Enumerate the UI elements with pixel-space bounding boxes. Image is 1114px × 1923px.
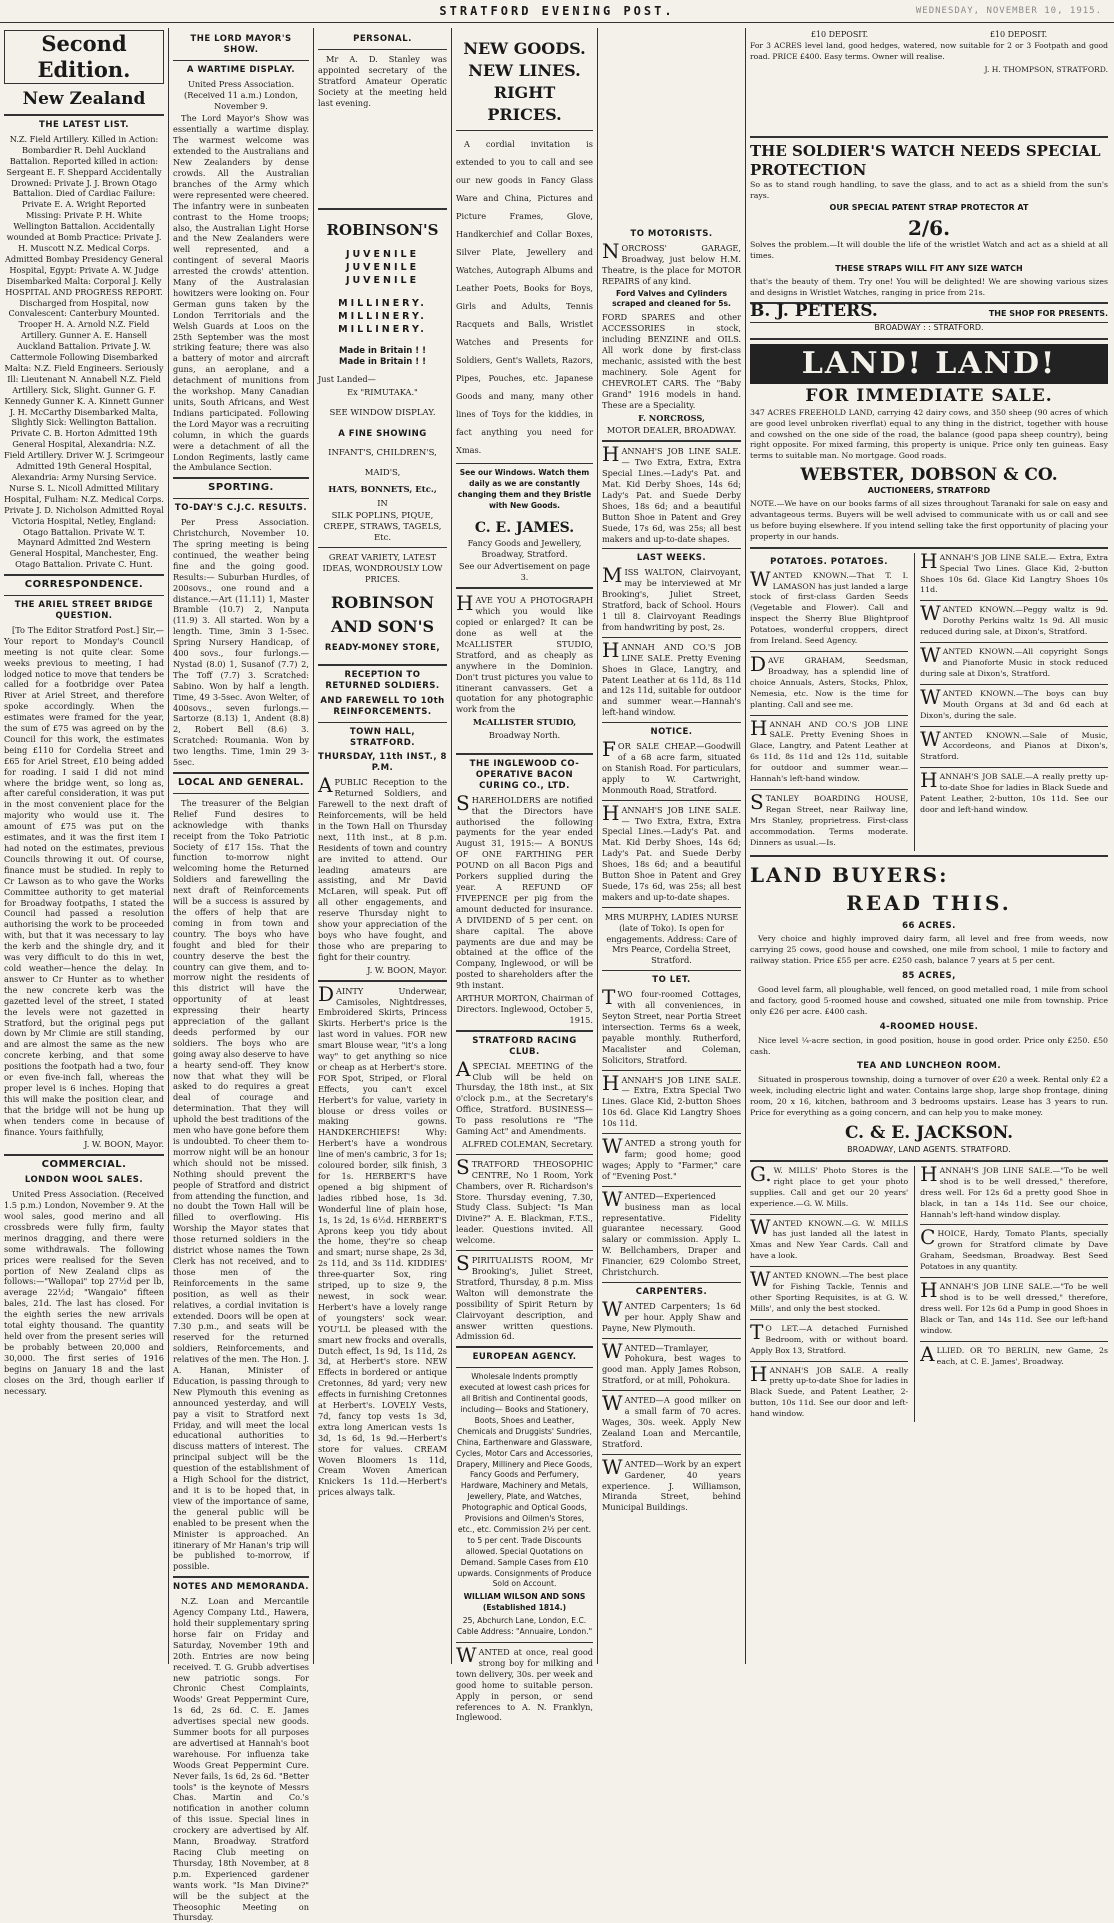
wilson-address: 25, Abchurch Lane, London, E.C. Cable Address: "Annuaire, London." <box>456 1616 593 1637</box>
tea-room-text: Situated in prosperous township, doing a turnover of over £20 a week. Rental only £2 a week, including electric light and water. Contains large shop, large shop frontage, dining room, 20 x 16, kitchen, bathroom and 3 bedrooms upstairs. Lease has 3 years to run. Price for everything as a going concern, and can help you to make money. <box>750 1075 1108 1118</box>
to-let-heading: TO LET. <box>652 975 691 986</box>
see-windows: See our Windows. Watch them daily as we are constantly changing them and they Bristle with New Goods. <box>457 468 592 510</box>
tea-room-heading: TEA AND LUNCHEON ROOM. <box>856 1061 1002 1072</box>
divider <box>456 1154 593 1155</box>
allied-game: ALLIED. OR TO BERLIN, new Game, 2s each, at C. E. James', Broadway. <box>920 1341 1108 1366</box>
spiritualists-text: SPIRITUALISTS ROOM, Mr Brooking's, Juliet Street, Stratford, Thursday, 8 p.m. Miss Walton will demonstrate the possibility of Spirit Return by Clairvoyant description, and answer written questions. Admission 6d. <box>456 1251 593 1342</box>
divider <box>456 1346 593 1348</box>
divider <box>318 664 447 666</box>
wanted-youth: WANTED a strong youth for farm; good home; good wages; Apply to "Farmer," care of "Evening Post." <box>602 1134 741 1181</box>
divider <box>456 1030 593 1032</box>
new-goods-text: A cordial invitation is extended to you to call and see our new goods in Fancy Glass Ware and China, Pictures and Picture Frames, Glove, Handkerchief and Collar Boxes, Silver Plate, Jewellery and Watches, Autograph Albums and Leather Poets, Books for Boys, Girls and Adults, Tennis Racquets and Balls, Wristlet Watches and Presents for Soldiers, Gent's Wallets, Razors, Pipes, Pouches, etc. Japanese Goods and many, many other lines of Toys for the kiddies, in fact anything you need for Xmas. <box>456 139 593 455</box>
divider <box>750 1266 908 1267</box>
column-divider <box>451 28 452 1664</box>
bottom-ads-left <box>750 1161 909 1422</box>
85-acres-text: Good level farm, all ploughable, well fenced, on good metalled road, 1 mile from school and factory, good 5-roomed house and cowshed, situated one mile from township. Price only £26 per acre. £400 cash. <box>750 985 1108 1016</box>
thursday-date: THURSDAY, 11th INST., 8 P.M. <box>318 752 447 774</box>
column-divider <box>168 28 169 1664</box>
hannah-job-line-5: HANNAH AND CO.'S JOB LINE SALE. Pretty Evening Shoes in Glace, Langtry, and Patent Leather at 6s 11d, 8s 11d and 12s 11d, suitable for outdoor and summer wear.—Hannah's left-hand window. <box>750 715 909 784</box>
85-acres-heading: 85 ACRES, <box>902 971 956 982</box>
masthead-title: STRATFORD EVENING POST. <box>439 4 675 18</box>
notice-heading: NOTICE. <box>650 727 693 738</box>
hannah-well-shod: HANNAH'S JOB LINE SALE.—"To be well shod is to be well dressed," therefore, dress well. For 12s 6d a pretty good Shoe in black, in tan a 14s 11d. See our choice, Hannah's left-hand window display. <box>920 1161 1108 1219</box>
mills-photo-stores: G.W. MILLS' Photo Stores is the right place to get your photo supplies. Call and get our 20 years' experience.—G. W. Mills. <box>750 1161 909 1208</box>
divider <box>920 684 1108 685</box>
land-sale-text: 347 ACRES FREEHOLD LAND, carrying 42 dairy cows, and 350 sheep (90 acres of which are good level unbroken riverflat) equal to any thing in the district, together with house and cowshed on the one side of the road, the balance (good papa sheep country), being right opposite. For mixed farming, this property is unique. Price only ten guineas. Easy terms to suitable man. No mortgage. Good roads. <box>750 407 1108 461</box>
ex-rimutaka: Ex "RIMUTAKA." <box>347 387 418 398</box>
cjc-results-heading: TO-DAY'S C.J.C. RESULTS. <box>174 503 308 514</box>
patent-strap: OUR SPECIAL PATENT STRAP PROTECTOR AT <box>829 203 1029 213</box>
norcross-garage: NORCROSS' GARAGE, Broadway, just below H.M. Theatre, is the place for MOTOR REPAIRS of any kind. <box>602 238 741 286</box>
4-roomed-house-heading: 4-ROOMED HOUSE. <box>879 1021 979 1032</box>
casualty-list: N.Z. Field Artillery. Killed in Action: Bombardier R. Dehl Auckland Battalion. Reported killed in action: Sergeant E. F. Sheppard Accidentally Drowned: Private J. J. Brown Otago Battalion. Died of Cardiac Failure: Private E. A. Wright Reported Missing: Private P. H. White Wellington Battalion. Accidentally wounded at Bomb Practice: Private J. H. Muscott N.Z. Medical Corps. Admitted Bombay Presidency General Hospital, Egypt: Private A. W. Judge Disembarked Malta: Corporal J. Kelly HOSPITAL AND PROGRESS REPORT. Discharged from Hospital, now Convalescent: Canterbury Mounted. Trooper H. A. Arnold N.Z. Field Artillery. Gunner A. E. Hansell Auckland Battalion. Private J. W. Cattermole Following Disembarked Malta: N.Z. Field Engineers. Seriously Ill: Lieutenant N. Annabell N.Z. Field Artillery. Sick, Slight. Gunner G. F. Kennedy Gunner K. A. Kinnett Gunner J. H. McCarthy Disembarked Malta, Slightly Sick: Wellington Battalion. Private C. B. Horton Admitted 19th General Hospital, Alexandria: N.Z. Field Artillery. Driver W. J. Scrimgeour Admitted 19th General Hospital, Alexandria: Army Nursing Service. Nurse S. L. Nicoll Admitted Military Hospital, Fulham: N.Z. Medical Corps. Private J. D. Nicholson Admitted Royal Victoria Hospital, Netley, England: Otago Battalion. Private W. T. Maynard Admitted 2nd Western General Hospital, Manchester, Eng. Otago Battalion. Private C. Hunt. <box>4 133 164 570</box>
town-hall: TOWN HALL, STRATFORD. <box>349 726 416 748</box>
juvenile-line: JUVENILE <box>345 249 420 261</box>
straps-text: that's the beauty of them. Try one! You will be delighted! We are showing various sizes and designs in Wristlet Watches, ranging in price from 21s. <box>750 277 1108 297</box>
lord-mayor-show-heading: THE LORD MAYOR'S SHOW. <box>190 34 292 55</box>
column-4 <box>456 30 593 1723</box>
just-landed: Just Landed— <box>318 374 376 385</box>
ready-money-store: READY-MONEY STORE, <box>324 643 441 654</box>
divider <box>750 651 908 652</box>
divider <box>750 1214 908 1215</box>
divider <box>602 907 741 908</box>
mrs-murphy: MRS MURPHY, LADIES NURSE (late of Toko). Is open for engagements. Address: Care of Mrs Pearce, Cordelia Street, Stratford. <box>604 911 739 966</box>
made-in-britain: Made in Britain ! ! <box>339 346 426 357</box>
juvenile-line: JUVENILE <box>345 262 420 274</box>
divider <box>920 1224 1108 1225</box>
hannah-job-line-2: HANNAH AND CO.'S JOB LINE SALE. Pretty Evening Shoes in Glace, Langtry, and Patent Leather at 6s 11d, 8s 11d and 12s 11d, suitable for outdoor and summer wear.—Hannah's left-hand window. <box>602 637 741 718</box>
divider <box>4 595 164 596</box>
theosophic-text: STRATFORD THEOSOPHIC CENTRE, No 1 Room, York Chambers, over R. Richardson's Store. Thursday evening, 7.30, Study Class. Subject: "Is Man Divine?" A. E. Blackman, F.T.S., leader. Questions invited. All welcome. <box>456 1154 593 1246</box>
divider <box>750 789 908 790</box>
mills-xmas-cards: WANTED KNOWN.—G. W. MILLS has just landed all the latest in Xmas and New Year Cards. Call and have a look. <box>750 1214 909 1261</box>
column-2 <box>173 30 309 1923</box>
small-ads-left <box>750 553 908 851</box>
spacer <box>602 30 741 225</box>
wool-sales-heading: LONDON WOOL SALES. <box>24 1175 144 1186</box>
divider <box>920 726 1108 727</box>
new-goods-headline: NEW GOODS. NEW LINES. RIGHT PRICES. <box>463 39 586 124</box>
column-1 <box>4 30 164 1662</box>
column-divider <box>745 28 746 1664</box>
webster-dobson: WEBSTER, DOBSON & CO. <box>800 465 1058 486</box>
miss-walton: MISS WALTON, Clairvoyant, may be interviewed at Mr Brooking's, Juliet Street, Stratford, back of School. Hours 1 till 8. Clairvoyant Readings from handwriting by post, 2s. <box>602 563 741 632</box>
hannah-job-line-3: HANNAH'S JOB LINE SALE.— Two Extra, Extra, Extra Special Lines.—Lady's Pat. and Mat. Kid Derby Shoes, 14s 6d; Lady's Pat. and Suede Derby Shoes, 18s 6d; and a beautiful Button Shoe in Patent and Grey Suede, 17s 6d, was 25s; all best makers and up-to-date shapes. <box>602 800 741 902</box>
european-agency-text: Wholesale Indents promptly executed at lowest cash prices for all British and Continental goods, including— Books and Stationery, Boots, Shoes and Leather, Chemicals and Druggists' Sundries, China, Earthenware and Glassware, Cycles, Motor Cars and Accessories, Drapery, Millinery and Piece Goods, Fancy Goods and Perfumery, Hardware, Machinery and Metals, Jewellery, Plate, and Watches, Photographic and Optical Goods, Provisions and Oilmen's Stores, etc., etc. Commission 2½ per cent. to 5 per cent. Trade Discounts allowed. Special Quotations on Demand. Sample Cases from £10 upwards. Consignments of Produce Sold on Account. <box>456 1372 593 1589</box>
divider <box>318 49 447 50</box>
masthead-date: WEDNESDAY, NOVEMBER 10, 1915. <box>915 6 1102 16</box>
mills-fishing-tackle: WANTED KNOWN.—The best place for Fishing Tackle, Tennis and other Sporting Requisites, is at G. W. Mills', and only the best stocked. <box>750 1267 909 1313</box>
straps-fit: THESE STRAPS WILL FIT ANY SIZE WATCH <box>835 264 1023 274</box>
public-reception-text: APUBLIC Reception to the Returned Soldiers, and Farewell to the next draft of Reinforcements, will be held in the Town Hall on Thursday next, 11th inst., at 8 p.m. Residents of town and country are invited to attend. Our leading amateurs are assisting, and Mr David McLaren, will speak. Put off all other engagements, and reserve Thursday night to show your appreciation of the boys who have fought, and those who are preparing to fight for their country. <box>318 773 447 962</box>
divider <box>920 1277 1108 1278</box>
column-divider <box>313 28 314 1664</box>
copyright-songs: WANTED KNOWN.—All copyright Songs and Pianoforte Music in stock reduced during sale at Dixon's, Stratford. <box>920 643 1108 678</box>
local-general-text: The treasurer of the Belgian Relief Fund desires to acknowledge with thanks receipt from the Toko Patriotic Society of £17 15s. That the function to-morrow night welcoming home the Returned Soldiers and farewelling the next draft of Reinforcements will be a success is assured by the offers of help that are coming in from town and country. The boys who have fought and bled for their country deserve the best the country can give them, and to-morrow night the residents of this district will have the opportunity of at least expressing their hearty appreciation of the gallant deeds performed by our soldiers. The boys who are going away also deserve to have a hearty send-off. They know now that what they will be asked to do requires a great deal of courage and determination. That they will uphold the best traditions of the men who have gone before them is undoubted. To cheer them to-morrow night will be an honour which should not be missed. Nothing should prevent the people of Stratford and district from attending the function, and no doubt the Town Hall will be filled to overflowing. His Worship the Mayor states that those returned soldiers in the district whose names the Town Clerk has not received, and to those men of the Reinforcements in the same position, as well as their relatives, a cordial invitation is extended. Doors will be open at 7.30 p.m., and seats will be reserved for the returned soldiers, Reinforcements, and relatives of the men. The Hon. J. A. Hanan, Minister of Education, is passing through to New Plymouth this evening as announced yesterday, and will pay a visit to Stratford next Friday, and will meet the local educational authorities to discuss matters of interest. The principal subject will be the question of the establishment of a High School for the district, and it is to be hoped that, in view of the importance of same, the general public will be enabled to be present when the Minister is approached. An itinerary of Mr Hanan's trip will be published to-morrow, if possible. <box>173 797 309 1572</box>
auctioneers: AUCTIONEERS, STRATFORD <box>867 486 991 496</box>
divider <box>602 548 741 549</box>
deposit-header <box>750 30 1108 41</box>
correspondence-heading: CORRESPONDENCE. <box>24 579 144 591</box>
divider <box>456 130 593 131</box>
european-agency-heading: EUROPEAN AGENCY. <box>472 1352 577 1363</box>
soldiers-watch-headline: THE SOLDIER'S WATCH NEEDS SPECIAL PROTECTION <box>750 141 1101 179</box>
divider <box>456 463 593 464</box>
notes-text: N.Z. Loan and Mercantile Agency Company Ltd., Hawera, hold their supplementary spring horse fair on Friday and Saturday, November 19th and 20th. Entries are now being received. T. G. Grubb advertises new patriotic songs. For Chronic Chest Complaints, Woods' Great Peppermint Cure, 1s 6d, 2s 6d. C. E. James advertises special new goods. Summer boots for all purposes are advertised at Hannah's boot warehouse. For influenza take Woods Great Peppermint Cure. Never fails, 1s 6d, 2s 6d. "Better tools" is the keynote of Messrs Chas. Martin and Co.'s notification in another column of this issue. Special lines in crockery are advertised by Alf. Mann, Broadway. Stratford Racing Club meeting on Thursday, 18th November, at 8 p.m. Experienced gardener wants work. "Is Man Divine?" will be the subject at the Theosophic Meeting on Thursday. <box>173 1596 309 1923</box>
racing-club-text: ASPECIAL MEETING of the Club will be held on Thursday, the 18th inst., at Six o'clock p.m., at the Secretary's Office, Stratford. BUSINESS— To pass resolutions re "The Gaming Act" and Amendments. <box>456 1056 593 1137</box>
divider <box>173 477 309 479</box>
morton-signature: ARTHUR MORTON, Chairman of Directors. Inglewood, October 5, 1915. <box>456 993 593 1025</box>
ford-spares: FORD SPARES and other ACCESSORIES in stock, including BENZINE and OILS. All work done by first-class mechanic, assisted with the best machinery. Sole Agent for CHEVROLET CARS. The "Baby Grand" 1916 models in hand. These are a Speciality. <box>602 312 741 410</box>
to-let-bedroom: TO LET.—A detached Furnished Bedroom, with or without board. Apply Box 13, Stratford. <box>750 1319 909 1355</box>
notes-heading: NOTES AND MEMORANDA. <box>173 1582 309 1593</box>
divider <box>456 753 593 755</box>
second-edition-banner: Second Edition. <box>4 30 164 84</box>
wartime-display-heading: A WARTIME DISPLAY. <box>186 64 296 75</box>
sporting-heading: SPORTING. <box>208 482 274 494</box>
wilson-sons: WILLIAM WILSON AND SONS (Established 1814.) <box>463 1592 586 1613</box>
peggy-waltz: WANTED KNOWN.—Peggy waltz is 9d. Dorothy Perkins waltz 1s 9d. All music reduced during sale, at Dixon's, Stratford. <box>920 601 1108 637</box>
divider <box>602 970 741 971</box>
divider <box>750 1361 908 1362</box>
farewell-heading: AND FAREWELL TO 10th REINFORCEMENTS. <box>320 695 445 717</box>
motor-dealer: MOTOR DEALER, BROADWAY. <box>606 425 737 436</box>
divider <box>173 793 309 794</box>
divider <box>920 642 1108 643</box>
column-3 <box>318 30 447 1662</box>
strap-price: 2/6. <box>907 216 951 241</box>
thompson-signature: J. H. THOMPSON, STRATFORD. <box>984 64 1108 74</box>
tomato-plants: CHOICE, Hardy, Tomato Plants, specially grown for Stratford climate by Dave Graham, Seedsman, Broadway. Best Seed Potatoes in any quantity. <box>920 1225 1108 1272</box>
sale-of-music: WANTED KNOWN.—Sale of Music, Accordeons, and Pianos at Dixon's, Stratford. <box>920 726 1108 762</box>
immediate-sale: FOR IMMEDIATE SALE. <box>805 385 1053 406</box>
masthead-rule <box>0 22 1114 23</box>
hannah-job-sale: HANNAH'S JOB SALE.—A really pretty up-to-date Shoe for ladies in Black Suede and Patent Leather, 2-button, 10s 11d. See our door and left-hand window. <box>920 768 1108 814</box>
divider <box>4 114 164 116</box>
divider <box>750 855 1108 857</box>
peters-banner <box>750 302 1108 323</box>
millinery-line: MILLINERY. <box>338 298 427 310</box>
carpenters-heading: CARPENTERS. <box>635 1286 708 1297</box>
wanted-carpenters: WANTED Carpenters; 1s 6d per hour. Apply Shaw and Payne, New Plymouth. <box>602 1296 741 1333</box>
reception-heading: RECEPTION TO RETURNED SOLDIERS. <box>325 670 440 691</box>
wanted-milker: WANTED—A good milker on a small farm of 70 acres. Wages, 30s. week. Apply New Zealand Loan and Mercantile, Stratford. <box>602 1391 741 1449</box>
ariel-bridge-letter: [To The Editor Stratford Post.] Sir,—Your report to Monday's Council meeting is not quite clear. Some weeks previous to meeting, I had lodged notice to move that tenders be called for a footbridge over Patea River at Ariel Street, and therefore spoke accordingly. When the estimates were framed for the year, the sum of £75 was agreed on by the Council for this work, the estimates being £110 for Cordelia Street and £65 for Ariel Street, £10 being added for roading. I said I did not mind where the bridge went, so long as, after careful consideration, it was put in the most convenient place for the majority who would use it. The amount of £75 was put on the estimates, and it was the first item I had noted on the estimates, previous Councils throwing it out. Of course, finance must be studied. In reply to Cr Lawson as to who gave the Works Committee authority to get material for Broadway footpaths, I stated the Council had passed a resolution authorising the work to be proceeded with, but that it was necessary to lay the kerb and the shingle dry, and it was very difficult to do this in wet, cold weather—hence the delay. In answer to Cr Hunter as to whether the new concrete kerb was the gazetted level of the street, I stated the levels were not gazetted in Stratford, but the original pegs put down by Mr Climie are still standing, and are almost the same as the new concrete kerbing, and that some positions the footpath had a two, four or even five-inch fall, whereas the proper level is 6 inches. Hoping that this will make the position clear, and that the bridge will not be hung up when tenders come in because of finance. Yours faithfully, <box>4 624 164 1137</box>
commercial-heading: COMMERCIAL. <box>41 1159 127 1171</box>
section-title-new-zealand: New Zealand <box>22 89 146 109</box>
millinery-line: MILLINERY. <box>338 324 427 336</box>
mouth-organs: WANTED KNOWN.—The boys can buy Mouth Organs at 3d and 6d each at Dixon's, during the sale. <box>920 684 1108 720</box>
for-sale-cheap: FOR SALE CHEAP.—Goodwill of a 68 acre farm, situated on Stanish Road. For particulars, apply to W. Cartwright, Monmouth Road, Stratford. <box>602 737 741 795</box>
divider <box>602 1070 741 1071</box>
deposit-label: £10 DEPOSIT. <box>810 30 869 39</box>
hannah-job-line-1: HANNAH'S JOB LINE SALE.— Two Extra, Extra, Extra Special Lines.—Lady's Pat. and Mat. Kid Derby Shoes, 14s 6d; Lady's Pat. and Suede Derby Shoes, 18s 6d; and a beautiful Button Shoe in Patent and Grey Suede, 17s 6d, was 25s; all best makers and up-to-date shapes. <box>602 442 741 544</box>
divider <box>318 547 447 548</box>
divider <box>173 1576 309 1578</box>
66-acres-heading: 66 ACRES. <box>902 920 956 931</box>
small-ads-block <box>750 548 1108 851</box>
masthead <box>0 0 1114 22</box>
racing-club-heading: STRATFORD RACING CLUB. <box>472 1035 577 1057</box>
personal-text: Mr A. D. Stanley was appointed secretary of the Stratford Amateur Operatic Society at the meeting held last evening. <box>318 53 447 108</box>
land-buyers-heading: LAND BUYERS: <box>750 862 949 887</box>
personal-heading: PERSONAL. <box>353 34 412 44</box>
ce-james-address: Fancy Goods and Jewellery, Broadway, Stratford. <box>467 537 582 559</box>
divider <box>920 600 1108 601</box>
hannah-two-lines: HANNAH'S JOB LINE SALE.— Extra, Extra Special Two Lines. Glace Kid, 2-button Shoes 10s 6d. Glace Kid Langtry Shoes 10s 11d. <box>920 548 1108 595</box>
solves-problem: Solves the problem.—It will double the life of the wristlet Watch and act as a shield at all times. <box>750 240 1108 261</box>
divider <box>4 1154 164 1156</box>
divider <box>750 715 908 716</box>
divider <box>920 767 1108 768</box>
column-5 <box>602 30 741 1662</box>
last-weeks-heading: LAST WEEKS. <box>636 553 707 564</box>
soldiers-watch-text: So as to stand rough handling, to save the glass, and to act as a shield from the sun's rays. <box>750 179 1108 200</box>
photo-advert: HAVE YOU A PHOTOGRAPH which you would like copied or enlarged? It can be done as well at the McALLISTER STUDIO, Stratford, and as cheaply as anywhere in the Dominion. Don't trust pictures you value to itinerant canvassers. Get a quotation for any photographic work from the <box>456 591 593 715</box>
divider <box>456 1367 593 1368</box>
potatoes-heading: POTATOES. POTATOES. <box>770 556 889 567</box>
to-let-text: TWO four-roomed Cottages, with all conveniences, in Seyton Street, near Portia Street intersection. Terms 6s a week, payable monthly. Rutherford, Macalister and Coleman, Solicitors, Stratford. <box>602 985 741 1065</box>
motorists-heading: TO MOTORISTS. <box>630 229 713 239</box>
in-text: IN <box>377 497 388 508</box>
divider <box>456 1250 593 1251</box>
juvenile-line: JUVENILE <box>345 275 420 287</box>
wanted-boy: WANTED at once, real good strong boy for milking and town delivery, 30s. per week and good home to suitable person. Apply in person, or send references to A. N. Franklyn, Inglewood. <box>456 1643 593 1723</box>
deposit-label: £10 DEPOSIT. <box>989 30 1048 39</box>
coleman-signature: ALFRED COLEMAN, Secretary. <box>462 1138 593 1149</box>
great-variety: GREAT VARIETY, LATEST IDEAS, WONDROUSLY LOW PRICES. <box>322 552 443 585</box>
bottom-ads-block <box>750 1161 1108 1422</box>
divider <box>456 587 593 589</box>
divider <box>173 498 309 499</box>
divider <box>750 1319 908 1320</box>
robinsons-title: ROBINSON'S <box>326 221 439 240</box>
dave-graham: DAVE GRAHAM, Seedsman, Broadway, has a splendid line of choice Annuals, Asters, Stocks, Phlox, Nemesia, etc. Now is the time for planting. Call and see me. <box>750 652 909 709</box>
small-ads-right <box>914 548 1108 851</box>
hannah-well-shod-2: HANNAH'S JOB LINE SALE.—"To be well shod is to be well dressed," therefore, dress well. For 12s 6d a Pump in good Shoes in Black or Tan, and 14s 11d. See our left-hand window. <box>920 1278 1108 1335</box>
mcallister-studio: McALLISTER STUDIO, <box>472 717 577 728</box>
4-roomed-house-text: Nice level ¼-acre section, in good position, house in good order. Price only £250. £50 cash. <box>750 1035 1108 1056</box>
page3-note: See our Advertisement on page 3. <box>459 561 590 583</box>
66-acres-text: Very choice and highly improved dairy farm, all level and free from weeds, now carrying 25 cows, good house and cowshed, one mile from school, 1 mile to factory and railway station. Price £55 per acre. £250 cash, balance 7 years at 5 per cent. <box>750 934 1108 966</box>
made-in-britain: Made in Britain ! ! <box>339 357 426 368</box>
divider <box>750 338 1108 340</box>
divider <box>602 722 741 723</box>
wanted-tramlayer: WANTED—Tramlayer, Pohokura, best wages to good man. Apply James Robson, Stratford, or at mill, Pohokura. <box>602 1338 741 1386</box>
deposit-text: For 3 ACRES level land, good hedges, watered, now suitable for 2 or 3 Footpath and good road. PRICE £400. Easy terms. Owner will realise. <box>750 40 1108 61</box>
jackson-address: BROADWAY, LAND AGENTS. STRATFORD. <box>847 1145 1011 1154</box>
wanted-gardener-work: WANTED—Work by an expert Gardener, 40 years experience. J. Williamson, Miranda Street, behind Municipal Buildings. <box>602 1454 741 1513</box>
wool-sales-report: United Press Association. (Received 1.5 p.m.) London, November 9. At the wool sales, good merino and all crossbreds were fully firm, faulty merinos dragging, and there were some withdrawals. The following prices were realised for the Seven portion of New Zealand clips as follows:—"Wallopai" top 27½d per lb, average 22½d; "Wangaio" fifteen bales, 21d. The last has closed. For the eighth series the new arrivals total eighty thousand. The quantity held over from the present series will be probably between 20,000 and 30,000. The first series of 1916 begins on January 18 and the last closes on the 3rd, though earlier if necessary. <box>4 1189 164 1396</box>
shop-for-presents: THE SHOP FOR PRESENTS. <box>988 308 1108 318</box>
divider <box>602 1282 741 1283</box>
silk-poplins: SILK POPLINS, PIQUE, CREPE, STRAWS, TAGELS, Etc. <box>323 510 442 543</box>
letter-signature: J. W. BOON, Mayor. <box>84 1139 164 1150</box>
land-land-banner: LAND! LAND! <box>750 344 1108 384</box>
robinson-and-sons: ROBINSON AND SON'S <box>330 593 435 637</box>
column-6 <box>750 30 1108 1662</box>
stanley-boarding-house: STANLEY BOARDING HOUSE, Regan Street, near Railway line, Mrs Stanley, proprietress. First-class accommodation. Terms moderate. Dinners as usual.—Is. <box>750 789 909 847</box>
mayor-show-report: The Lord Mayor's Show was essentially a wartime display. The warmest welcome was extended to the Australians and New Zealanders by dense crowds. All the Australian branches of the Army which were represented were cheered. The infantry were in sunbeaten contrast to the Home troops; also, the Australian Light Horse and the New Zealanders were well represented, and a contingent of several Maoris arrested the crowds' attention. Many of the Australasian howitzers were looking on. Four German guns taken by the London Territorials and the Welsh Guards at Loos on the 25th September was the most striking feature; there was also a battery of motor and aircraft guns, an aeroplane, and a detachment of munitions from the workshop. Many Canadian units, South Africans, and West Indians participated. Following the Lord Mayor was a recruiting column, in which the guards were a detachment of all the London Regiments, lastly came the Ambulance Section. <box>173 113 309 473</box>
peters-address: BROADWAY : : STRATFORD. <box>874 322 984 332</box>
divider <box>602 800 741 801</box>
hannah-job-sale-2: HANNAH'S JOB SALE. A really pretty up-to-date Shoe for ladies in Black Suede, and Patent Leather, 2-button, 10s 11d. See our door and left-hand window. <box>750 1361 909 1419</box>
divider <box>750 136 1108 138</box>
see-window-display: SEE WINDOW DISPLAY. <box>329 408 436 419</box>
bj-peters: B. J. PETERS. <box>750 300 878 321</box>
cjc-results: Per Press Association. Christchurch, November 10. The spring meeting is being continued, the weather being fine and the going good. Results:— Suburban Hurdles, of 200sovs., one round and a distance.—Art (11.11) 1, Master Bramble (10.7) 2, Nanputa (11.9) 3. All started. Won by a length. Time, 3min 3 1-5sec. Spring Nursery Handicap, of 400 sovs., four furlongs.—Nystad (8.0) 1, Susanof (7.7) 2, The Toff (7.7) 3. Scratched: Sabino. Won by half a length. Time, 49 3-5sec. Avon Welter, of 400sovs., seven furlongs.—Sartorze (8.13) 1, Andent (8.8) 2, Robert Bell (8.6) 3. Scratched: Roumania. Won by two lengths. Time, 1min 29 3-5sec. <box>173 517 309 768</box>
divider <box>173 60 309 61</box>
ce-james-logo: C. E. JAMES. <box>474 519 575 536</box>
divider <box>173 772 309 774</box>
ce-jackson: C. & E. JACKSON. <box>844 1123 1014 1143</box>
mayor-show-source: United Press Association. (Received 11 a.m.) London, November 9. <box>184 78 298 111</box>
fine-showing: A FINE SHOWING <box>338 428 427 439</box>
wanted-business-man: WANTED—Experienced business man as local representative. Fidelity guarantee necessary. Good salary or commission. Apply L. W. Bellchambers, Draper and Financier, 629 Colombo Street, Christchurch. <box>602 1186 741 1278</box>
divider <box>920 1341 1108 1342</box>
column-divider <box>597 28 598 1664</box>
ariel-bridge-heading: THE ARIEL STREET BRIDGE QUESTION. <box>14 600 154 621</box>
mayor-signature: J. W. BOON, Mayor. <box>367 964 447 975</box>
infants-children: INFANT'S, CHILDREN'S, MAID'S, <box>328 447 437 478</box>
divider <box>318 208 447 210</box>
herbert-adverts: DAINTY Underwear, Camisoles, Nightdresses, Embroidered Skirts, Princess Skirts. Herbert's price is the last word in values. FOR new smart Blouse wear, "it's a long way" to get anything so nice or cheap as at Herbert's store. FOR Spot, Striped, or Floral Effects, you can't excel Herbert's for value, variety in blouse or dress voiles or making gowns. HANDKERCHIEFS! Why: Herbert's have a wondrous line of men's cambric, 3 for 1s; coloured border, silk finish, 3 for 1s. HERBERT'S have opened a big shipment of ladies ribbed hose, 1s 3d. Wonderful line of plain hose, 1s, 1s 2d, 1s 6½d. HERBERT'S Aprons keep you tidy about the home, they're so cheap and smart; nurse shape, 2s 3d, 2s 11d, and 3s 11d. KIDDIES' three-quarter Sox, ring striped, up to size 9, the newest, in sock wear. Herbert's have a lovely range of youngsters' sock wear. YOU'LL be pleased with the smart new frocks and overalls, Dutch effect, 1s 9d, 1s 11d, 2s 3d, at Herbert's store. NEW Effects in bordered or antique Cretonnes, 8d yard; very new effects in furnishing Cretonnes at Herbert's. LOVELY Vests, 7d, fancy top vests 1s 3d, extra long American vests 1s 3d, 1s 6d, 1s 9d.—Herbert's store for values. CREAM Woven Bloomers 1s 11d, Cream Woven American Knickers 1s 11d.—Herbert's prices always talk. <box>318 981 447 1498</box>
ford-valves: Ford Valves and Cylinders scraped and cleaned for 5s. <box>612 288 731 309</box>
divider <box>602 440 741 442</box>
bottom-ads-right <box>914 1161 1108 1422</box>
millinery-line: MILLINERY. <box>338 311 427 323</box>
divider <box>602 637 741 638</box>
read-this-heading: READ THIS. <box>846 890 1012 915</box>
broadway-north: Broadway North. <box>488 730 561 741</box>
inglewood-heading: THE INGLEWOOD CO-OPERATIVE BACON CURING CO., LTD. <box>469 759 580 791</box>
webster-note: NOTE.—We have on our books farms of all sizes throughout Taranaki for sale on easy and advantageous terms. Buyers will be well advised to communicate with us or call and see us before buying elsewhere. If you intend selling take the first opportunity of placing your property in our hands. <box>750 499 1108 541</box>
hats-bonnets: HATS, BONNETS, Etc., <box>328 484 437 495</box>
inglewood-text: SHAREHOLDERS are notified that the Directors have authorised the following payments for the year ended August 31, 1915:— A BONUS OF ONE FARTHING PER POUND on all Bacon Pigs and Porkers supplied during the year. A REFUND OF FIVEPENCE per pig from the amount deducted for insurance. A DIVIDEND of 5 per cent. on share capital. The above payments are due and may be obtained at the office of the Company, Inglewood, or will be posted to shareholders after the 9th instant. <box>456 790 593 991</box>
divider <box>318 722 447 723</box>
latest-list-heading: THE LATEST LIST. <box>39 120 129 130</box>
hannah-job-line-4: HANNAH'S JOB LINE SALE.— Extra, Extra Special Two Lines. Glace Kid, 2-button Shoes 10s 6d. Glace Kid Langtry Shoes 10s 11d. <box>602 1070 741 1129</box>
divider <box>318 980 447 982</box>
lamason-seeds: WANTED KNOWN.—That T. I. LAMASON has just landed a large stock of first-class Garden Seeds (Vegetable and Flower). Call and inspect the Sherry Blue Blightproof Potatoes, wonderful croppers, direct from Ireland. Seed Agency. <box>750 566 909 646</box>
local-general-heading: LOCAL AND GENERAL. <box>177 777 305 788</box>
divider <box>4 574 164 576</box>
f-norcross: F. NORCROSS, <box>638 412 705 423</box>
